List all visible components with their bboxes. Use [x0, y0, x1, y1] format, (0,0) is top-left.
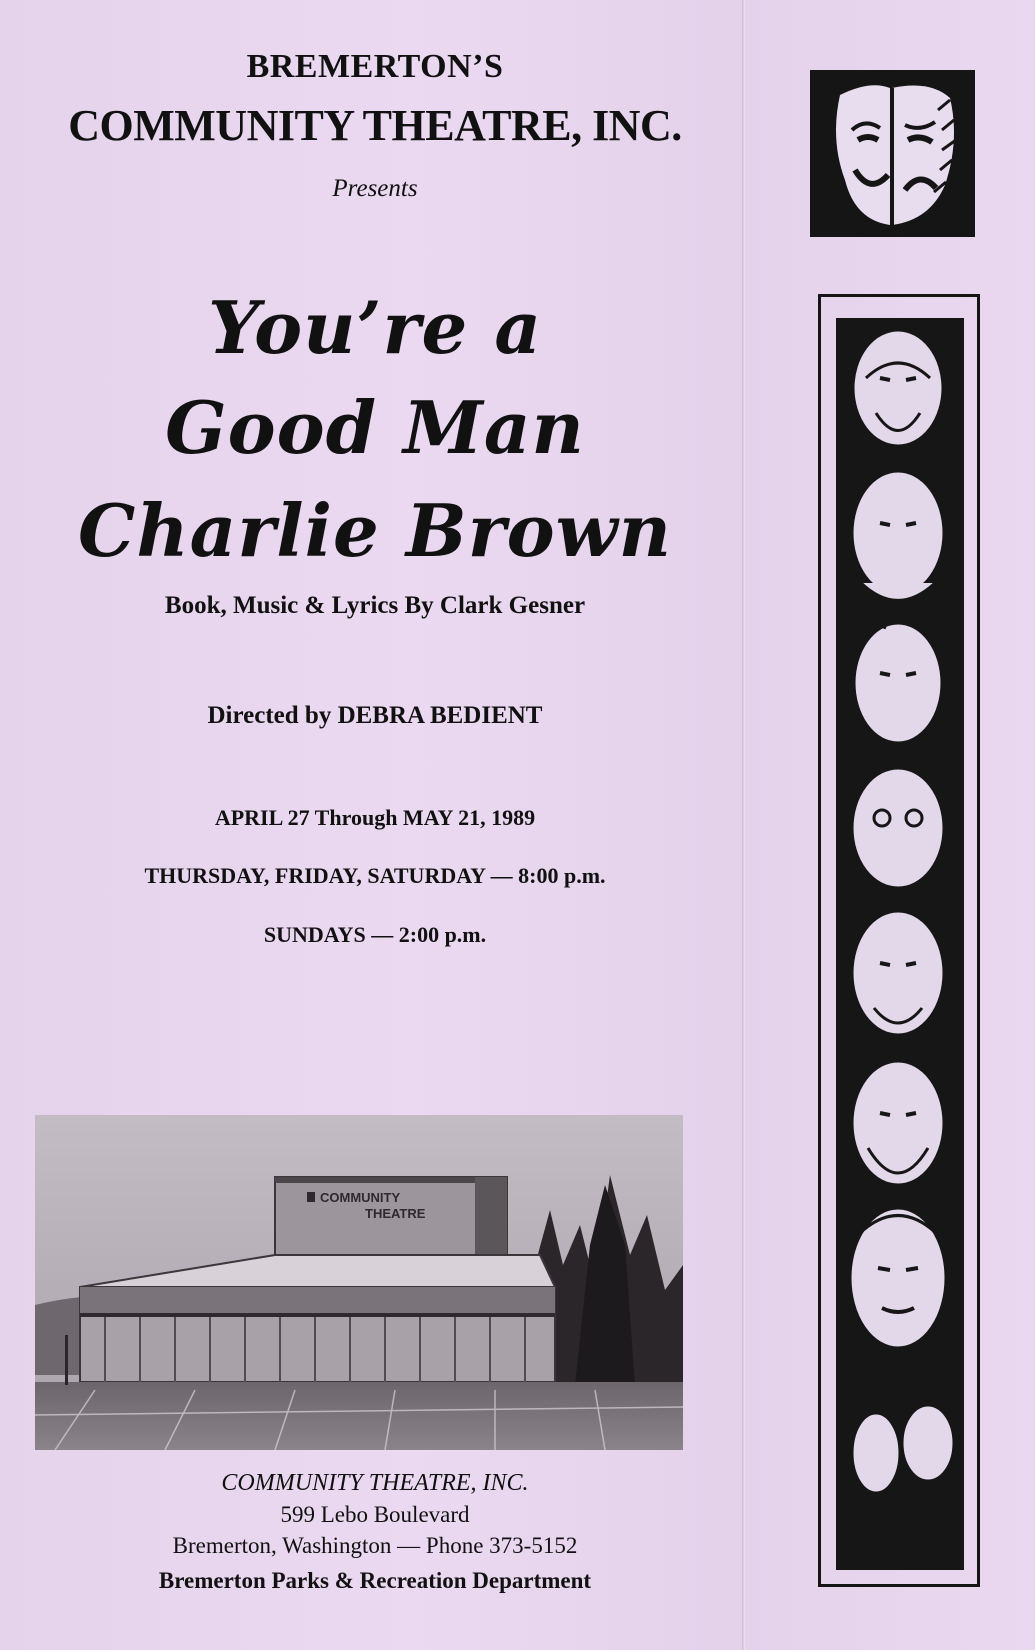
title-line-1: You’re a	[207, 285, 543, 370]
sunday-times: SUNDAYS — 2:00 p.m.	[263, 922, 487, 947]
sign-logo-icon	[307, 1192, 315, 1202]
presents-label: Presents	[332, 175, 418, 202]
title-line-2: Good Man	[165, 385, 585, 470]
comedy-tragedy-mask-icon	[810, 70, 975, 237]
footer-address: 599 Lebo Boulevard	[280, 1502, 470, 1527]
org-line-1: BREMERTON’S	[246, 48, 504, 85]
director-credit: Directed by DEBRA BEDIENT	[207, 702, 543, 729]
sign-text-line-2: THEATRE	[365, 1206, 426, 1221]
author-credit: Book, Music & Lyrics By Clark Gesner	[164, 592, 586, 619]
playwright-portraits-strip	[836, 318, 964, 1570]
footer-org: COMMUNITY THEATRE, INC.	[221, 1470, 529, 1496]
title-line-3: Charlie Brown	[78, 488, 672, 573]
theatre-photo	[35, 1115, 683, 1450]
footer-department: Bremerton Parks & Recreation Department	[158, 1568, 592, 1593]
org-line-2: COMMUNITY THEATRE, INC.	[68, 101, 682, 150]
run-dates: APRIL 27 Through MAY 21, 1989	[214, 805, 536, 830]
footer-city-phone: Bremerton, Washington — Phone 373-5152	[172, 1533, 578, 1558]
sign-text-line-1: COMMUNITY	[320, 1190, 401, 1205]
theatre-building-image	[35, 1115, 683, 1450]
page-fold	[742, 0, 745, 1650]
weekday-times: THURSDAY, FRIDAY, SATURDAY — 8:00 p.m.	[144, 863, 606, 888]
